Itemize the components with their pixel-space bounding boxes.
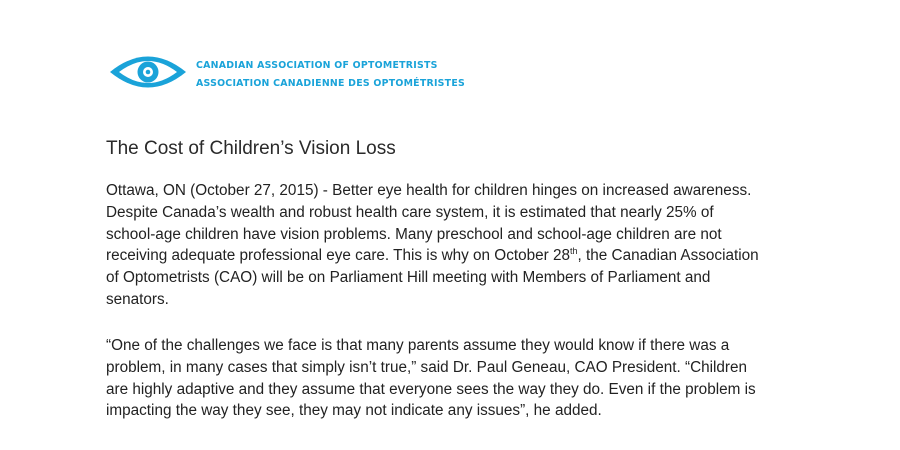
eye-logo-icon — [106, 47, 190, 97]
ordinal-suffix: th — [570, 246, 578, 257]
paragraph-2 — [106, 335, 806, 422]
paragraph-line: “One of the challenges we face is that many parents assume they would know if there was a — [106, 337, 730, 354]
line-text: , the Canadian Association — [577, 247, 759, 265]
organization-name-en: CANADIAN ASSOCIATION OF OPTOMETRISTS — [196, 60, 438, 71]
document-title: The Cost of Children’s Vision Loss — [106, 138, 396, 159]
organization-name-fr: ASSOCIATION CANADIENNE DES OPTOMÉTRISTES — [196, 78, 465, 89]
organization-name — [196, 57, 465, 93]
line-text: receiving adequate professional eye care. This is why on October 28 — [106, 247, 570, 265]
paragraph-line: Despite Canada’s wealth and robust health care system, it is estimated that nearly 25% of — [106, 203, 714, 221]
paragraph-line: problem, in many cases that simply isn’t true,” said Dr. Paul Geneau, CAO President. “Children — [106, 358, 748, 376]
paragraph-line: Ottawa, ON (October 27, 2015) - Better eye health for children hinges on increased awareness. — [106, 182, 752, 199]
paragraph-line: impacting the way they see, they may not indicate any issues”, he added. — [106, 402, 602, 420]
cropped-text-line — [106, 444, 800, 450]
paragraph-1 — [106, 180, 806, 311]
paragraph-line: school-age children have vision problems. Many preschool and school-age children are not — [106, 225, 722, 243]
paragraph-line: senators. — [106, 290, 169, 308]
paragraph-line: are highly adaptive and they assume that everyone sees the way they do. Even if the problem is — [106, 380, 756, 398]
paragraph-line: of Optometrists (CAO) will be on Parliament Hill meeting with Members of Parliament and — [106, 269, 711, 287]
paragraph-line — [106, 245, 806, 267]
